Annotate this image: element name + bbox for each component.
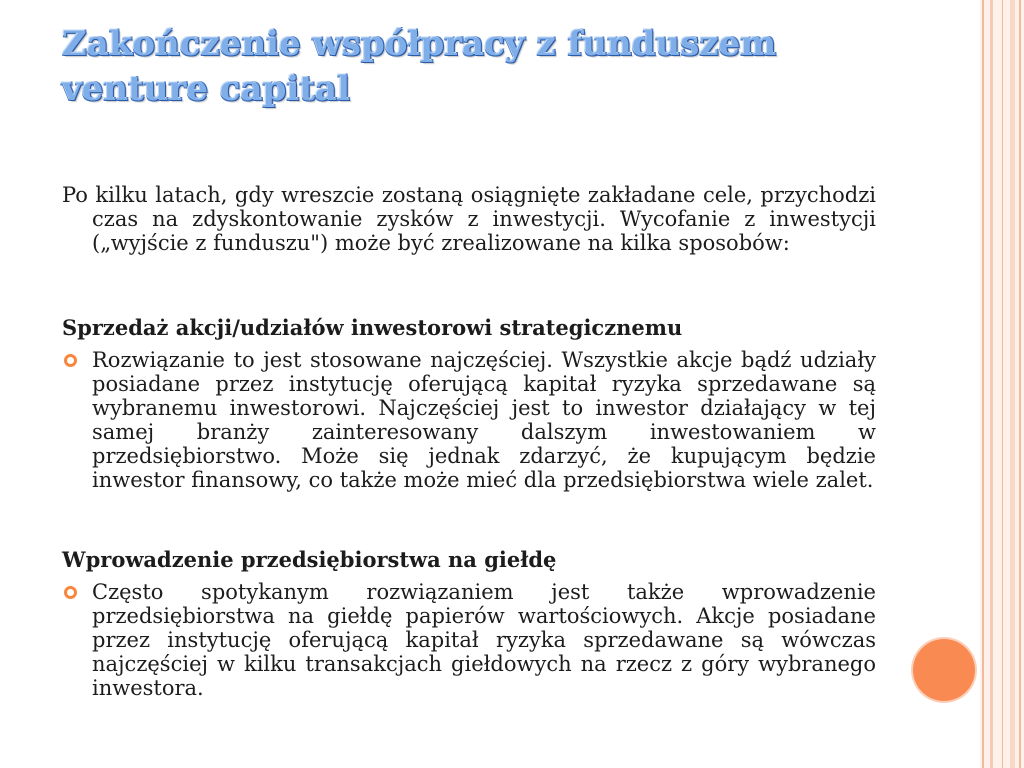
bullet-item [62, 348, 876, 492]
section-heading-strategic-investor: Sprzedaż akcji/udziałów inwestorowi strategicznemu [62, 315, 683, 340]
bullet-text: Często spotykanym rozwiązaniem jest także wprowadzenie przedsiębiorstwa na giełdę papierów wartościowych. Akcje posiadane przez instytucję oferującą kapitał ryzyka sprzedawane są wówczas najczęściej w kilku transakcjach giełdowych na rzecz z góry wybranego inwestora. [92, 580, 876, 700]
slide-title: Zakończenie współpracy z funduszem venture capital [62, 24, 777, 109]
intro-paragraph: Po kilku latach, gdy wreszcie zostaną osiągnięte zakładane cele, przychodzi czas na zdyskontowanie zysków z inwestycji. Wycofanie z inwestycji („wyjście z funduszu") może być zrealizowane na kilka sposobów: [62, 183, 876, 255]
decorative-circle [913, 639, 975, 701]
bullet-text: Rozwiązanie to jest stosowane najczęściej. Wszystkie akcje bądź udziały posiadane przez instytucję oferującą kapitał ryzyka sprzedawane są wybranemu inwestorowi. Najczęściej jest to inwestor działający w tej samej branży zainteresowany dalszym inwestowaniem w przedsiębiorstwo. Może się jednak zdarzyć, że kupującym będzie inwestor finansowy, co także może mieć dla przedsiębiorstwa wiele zalet. [92, 348, 876, 492]
circle-bullet-icon [64, 586, 77, 599]
decorative-stripes [978, 0, 1024, 768]
section-heading-stock-exchange: Wprowadzenie przedsiębiorstwa na giełdę [62, 547, 557, 572]
bullet-item [62, 580, 876, 700]
circle-bullet-icon [64, 354, 77, 367]
